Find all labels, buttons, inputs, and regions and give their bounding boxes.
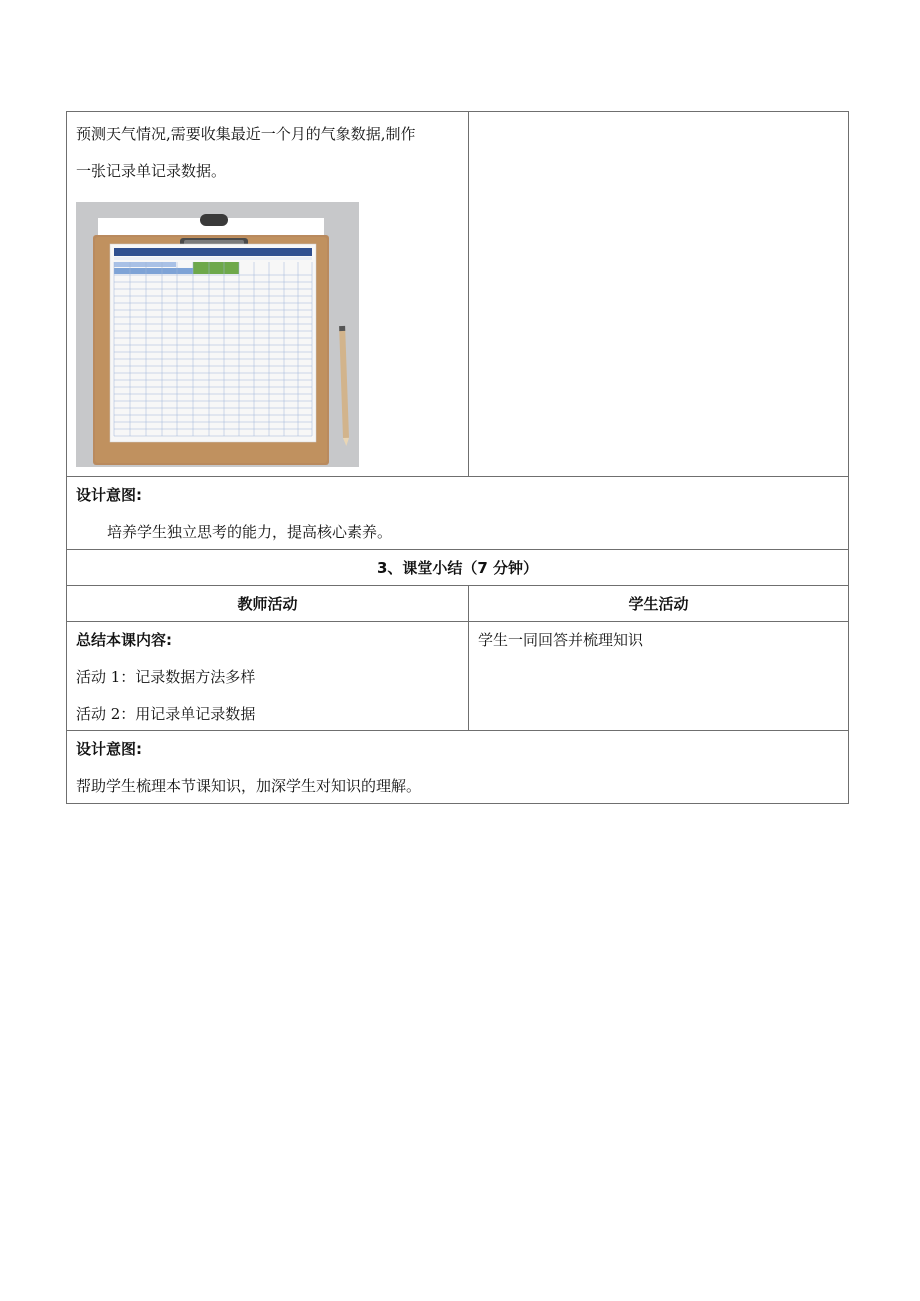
summary-title-row <box>67 549 848 585</box>
design-intent-1-row <box>67 476 848 549</box>
design-intent-2-row <box>67 730 848 803</box>
summary-content-row <box>67 621 848 730</box>
student-activity-header: 学生活动 <box>628 594 689 613</box>
design-intent-1-heading: 设计意图: <box>76 486 142 504</box>
summary-title: 3、课堂小结（7 分钟） <box>376 559 539 577</box>
activity-header-row <box>67 585 848 621</box>
student-summary-cell <box>469 622 848 730</box>
intro-text-line1: 预测天气情况,需要收集最近一个月的气象数据,制作 <box>76 125 416 143</box>
student-activity-text: 学生一同回答并梳理知识 <box>478 631 644 649</box>
intro-right-cell <box>469 112 848 476</box>
design-intent-1-cell <box>67 477 848 549</box>
intro-row <box>67 112 848 476</box>
summary-heading: 总结本课内容: <box>76 631 172 649</box>
intro-cell <box>67 112 469 476</box>
clipboard-spreadsheet-photo <box>76 202 359 467</box>
teacher-activity-header: 教师活动 <box>67 586 469 622</box>
design-intent-2-cell <box>67 731 848 803</box>
design-intent-1-body: 培养学生独立思考的能力，提高核心素养。 <box>107 523 393 541</box>
intro-text-line2: 一张记录单记录数据。 <box>76 162 227 180</box>
activity-2-text: 活动 2：用记录单记录数据 <box>76 705 256 723</box>
design-intent-2-body: 帮助学生梳理本节课知识，加深学生对知识的理解。 <box>76 777 422 795</box>
lesson-plan-table <box>66 111 849 804</box>
design-intent-2-heading: 设计意图: <box>76 740 142 758</box>
teacher-summary-cell <box>67 622 469 730</box>
activity-1-text: 活动 1：记录数据方法多样 <box>76 668 256 686</box>
